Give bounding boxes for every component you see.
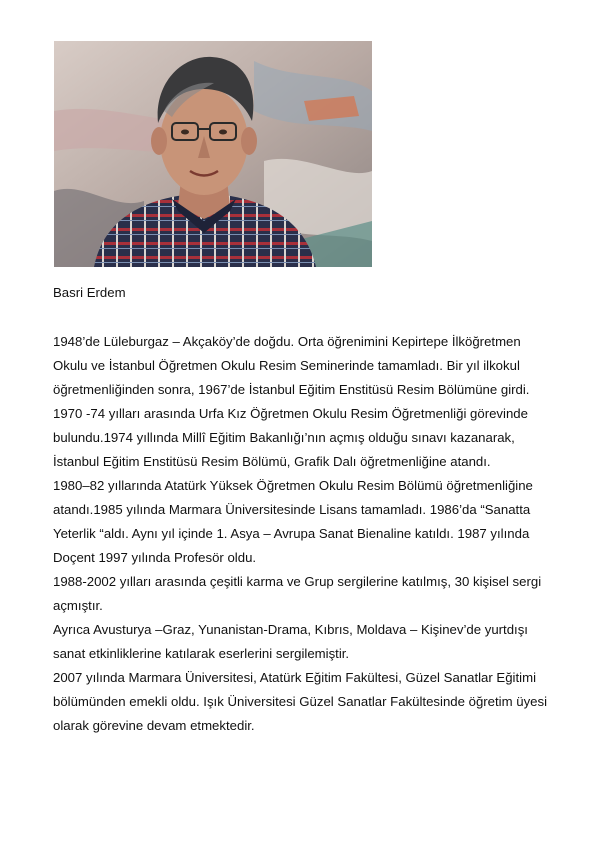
biography-line: açmıştır. [53, 598, 103, 613]
biography-line: öğretmenliğinden sonra, 1967’de İstanbul Eğitim Enstitüsü Resim Bölümüne girdi. [53, 382, 530, 397]
biography-line: atandı.1985 yılında Marmara Üniversitesinde Lisans tamamladı. 1986’da “Sanatta [53, 502, 531, 517]
biography-line: Doçent 1997 yılında Profesör oldu. [53, 550, 257, 565]
biography-line: bulundu.1974 yıllında Millî Eğitim Bakanlığı’nın açmış olduğu sınavı kazanarak, [53, 430, 515, 445]
biography-line: 1988-2002 yılları arasında çeşitli karma ve Grup sergilerine katılmış, 30 kişisel sergi [53, 574, 542, 589]
biography-line: İstanbul Eğitim Enstitüsü Resim Bölümü, Grafik Dalı öğretmenliğine atandı. [53, 454, 491, 469]
biography-line: 1948’de Lüleburgaz – Akçaköy’de doğdu. Orta öğrenimini Kepirtepe İlköğretmen [53, 334, 521, 349]
biography-line: Okulu ve İstanbul Öğretmen Okulu Resim Seminerinde tamamladı. Bir yıl ilkokul [53, 358, 520, 373]
biography-line: Yeterlik “aldı. Aynı yıl içinde 1. Asya – Avrupa Sanat Bienaline katıldı. 1987 yılında [53, 526, 530, 541]
biography-line: 1970 -74 yılları arasında Urfa Kız Öğretmen Okulu Resim Öğretmenliği görevinde [53, 406, 528, 421]
biography-line: 2007 yılında Marmara Üniversitesi, Atatürk Eğitim Fakültesi, Güzel Sanatlar Eğitimi [53, 670, 536, 685]
biography-line: bölümünden emekli oldu. Işık Üniversitesi Güzel Sanatlar Fakültesinde öğretim üyesi [53, 694, 548, 709]
biography-line: olarak görevine devam etmektedir. [53, 718, 255, 733]
biography-line: sanat etkinliklerine katılarak eserlerini sergilemiştir. [53, 646, 350, 661]
biography-line: 1980–82 yıllarında Atatürk Yüksek Öğretmen Okulu Resim Bölümü öğretmenliğine [53, 478, 533, 493]
portrait-photo [54, 41, 372, 267]
biography-text [53, 330, 573, 738]
biography-line: Ayrıca Avusturya –Graz, Yunanistan-Drama, Kıbrıs, Moldava – Kişinev’de yurtdışı [53, 622, 528, 637]
photo-caption: Basri Erdem [53, 285, 126, 300]
